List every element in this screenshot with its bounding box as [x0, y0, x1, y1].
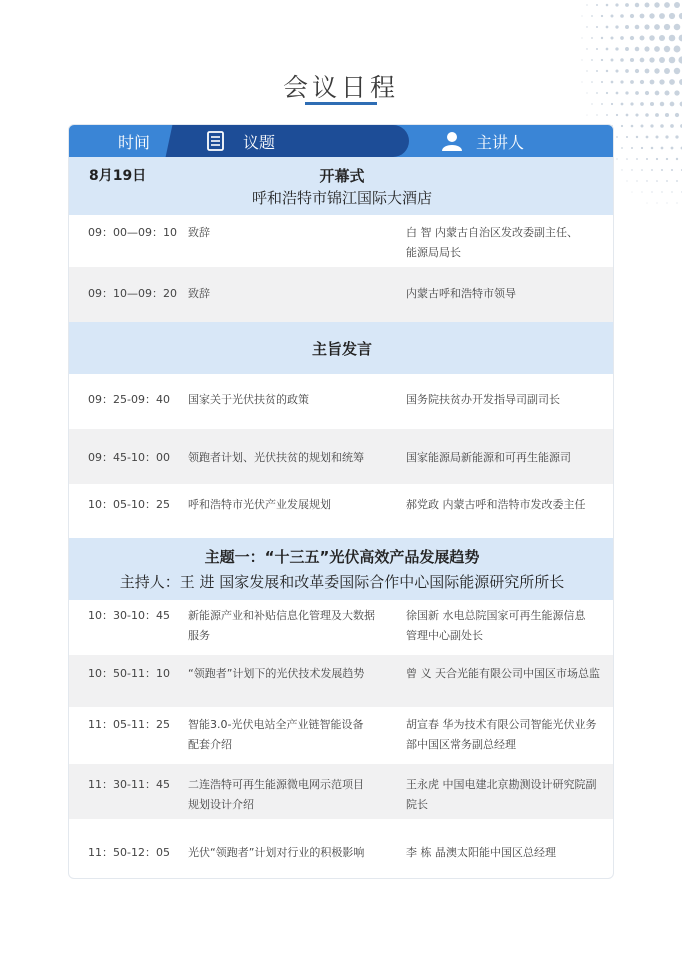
row-time: 09：10—09：20 [88, 287, 177, 300]
row-topic: 致辞 [188, 226, 210, 239]
table-row [69, 600, 614, 655]
row-topic: 二连浩特可再生能源微电网示范项目规划设计介绍 [188, 778, 364, 811]
table-row [69, 655, 614, 707]
row-time: 11：30-11：45 [88, 778, 170, 791]
header-topic-label: 议题 [243, 133, 276, 152]
row-topic: 致辞 [188, 287, 210, 300]
row-speaker: 李 栋 晶澳太阳能中国区总经理 [406, 846, 556, 859]
section-theme-one [69, 538, 614, 600]
header-time-label: 时间 [118, 133, 151, 152]
table-row [69, 429, 614, 484]
row-time: 09：25-09：40 [88, 393, 170, 406]
row-topic: “领跑者”计划下的光伏技术发展趋势 [188, 667, 365, 680]
table-row [69, 267, 614, 322]
schedule-table [68, 124, 614, 879]
row-speaker: 国务院扶贫办开发指导司副司长 [406, 393, 560, 406]
section-title: 主旨发言 [311, 340, 372, 358]
row-topic: 国家关于光伏扶贫的政策 [188, 393, 309, 406]
row-speaker: 白 智 内蒙古自治区发改委副主任、能源局局长 [406, 226, 578, 259]
row-time: 09：45-10：00 [88, 451, 170, 464]
header-speaker-label: 主讲人 [476, 133, 525, 152]
row-speaker: 郝党政 内蒙古呼和浩特市发改委主任 [406, 498, 586, 511]
page-title: 会议日程 [282, 73, 399, 102]
row-topic: 呼和浩特市光伏产业发展规划 [188, 498, 331, 511]
table-row [69, 764, 614, 819]
row-time: 09：00—09：10 [88, 226, 177, 239]
row-speaker: 内蒙古呼和浩特市领导 [406, 287, 516, 300]
row-topic: 领跑者计划、光伏扶贫的规划和统筹 [188, 451, 364, 464]
row-speaker: 曾 义 天合光能有限公司中国区市场总监 [406, 667, 600, 680]
row-speaker: 徐国新 水电总院国家可再生能源信息管理中心副处长 [406, 609, 586, 642]
table-row [69, 484, 614, 536]
table-row [69, 819, 614, 879]
document-icon [207, 131, 224, 151]
section-host: 主持人：王 进 国家发展和改革委国际合作中心国际能源研究所所长 [119, 573, 565, 591]
row-speaker: 胡宣春 华为技术有限公司智能光伏业务部中国区常务副总经理 [406, 718, 597, 751]
row-time: 11：50-12：05 [88, 846, 170, 859]
section-keynote [69, 322, 614, 374]
table-row [69, 215, 614, 267]
row-time: 10：30-10：45 [88, 609, 170, 622]
table-row [69, 707, 614, 764]
row-speaker: 国家能源局新能源和可再生能源司 [406, 451, 571, 464]
title-underline [305, 102, 377, 105]
table-row [69, 374, 614, 429]
row-time: 11：05-11：25 [88, 718, 170, 731]
row-speaker: 王永虎 中国电建北京勘测设计研究院副院长 [406, 778, 597, 811]
section-title: 开幕式 [319, 167, 365, 185]
section-venue: 呼和浩特市锦江国际大酒店 [251, 189, 432, 207]
section-title: 主题一：“十三五”光伏高效产品发展趋势 [204, 548, 480, 566]
row-time: 10：50-11：10 [88, 667, 170, 680]
row-topic: 新能源产业和补贴信息化管理及大数据服务 [188, 609, 375, 642]
person-icon [441, 131, 463, 151]
row-time: 10：05-10：25 [88, 498, 170, 511]
section-date: 8月19日 [89, 168, 147, 184]
section-opening [69, 157, 614, 215]
row-topic: 光伏“领跑者”计划对行业的积极影响 [188, 846, 365, 859]
row-topic: 智能3.0-光伏电站全产业链智能设备配套介绍 [188, 718, 364, 751]
